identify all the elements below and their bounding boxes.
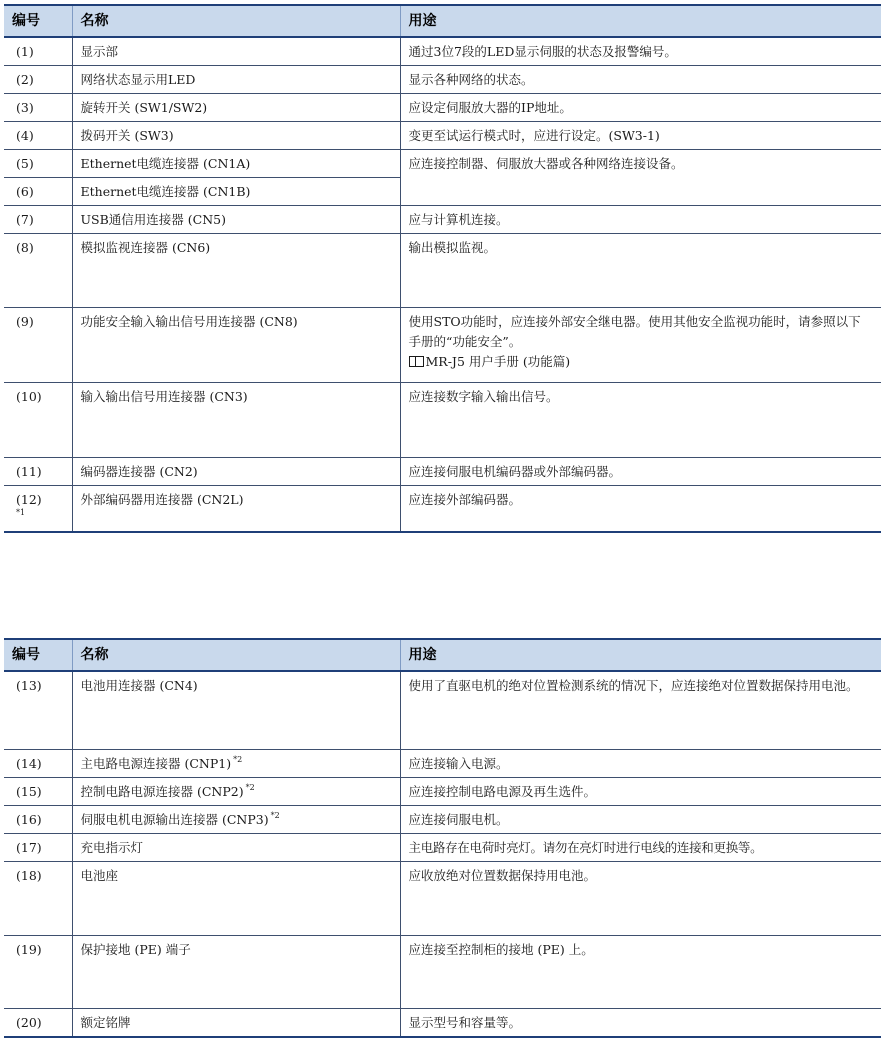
table-row: [4, 122, 881, 150]
table-row: [4, 234, 881, 308]
row-name: 外部编码器用连接器 (CN2L): [72, 486, 400, 532]
row-number: (6): [4, 178, 72, 206]
table-row: [4, 206, 881, 234]
row-use: 通过3位7段的LED显示伺服的状态及报警编号。: [400, 37, 881, 66]
parts-table-1: [4, 4, 881, 533]
row-number: (16): [4, 805, 72, 833]
row-name: Ethernet电缆连接器 (CN1A): [72, 150, 400, 178]
row-use: 应连接数字输入输出信号。: [400, 383, 881, 458]
footnote-mark: *1: [16, 508, 26, 517]
row-name: [72, 805, 400, 833]
footnote-mark: *2: [233, 755, 243, 765]
row-number-text: (12): [16, 492, 42, 507]
row-name: 功能安全输入输出信号用连接器 (CN8): [72, 308, 400, 383]
manual-book-icon: [409, 356, 424, 367]
table-row: [4, 861, 881, 935]
row-use: 应连接输入电源。: [400, 749, 881, 777]
table-row: [4, 1008, 881, 1037]
row-use: 应连接伺服电机编码器或外部编码器。: [400, 458, 881, 486]
row-name: USB通信用连接器 (CN5): [72, 206, 400, 234]
table-row: [4, 150, 881, 178]
row-name: [72, 777, 400, 805]
row-use: [400, 308, 881, 383]
row-number: (20): [4, 1008, 72, 1037]
row-number: (19): [4, 935, 72, 1008]
row-use: 输出模拟监视。: [400, 234, 881, 308]
manual-reference-title: MR-J5 用户手册 (功能篇): [425, 354, 571, 369]
manual-reference: [409, 352, 874, 372]
table-row: [4, 805, 881, 833]
row-use: 应连接至控制柜的接地 (PE) 上。: [400, 935, 881, 1008]
row-name-text: 控制电路电源连接器 (CNP2): [80, 783, 244, 799]
row-number: (1): [4, 37, 72, 66]
row-use: 显示型号和容量等。: [400, 1008, 881, 1037]
row-use: 应连接外部编码器。: [400, 486, 881, 532]
row-name: Ethernet电缆连接器 (CN1B): [72, 178, 400, 206]
row-name: 旋转开关 (SW1/SW2): [72, 94, 400, 122]
row-name: 电池座: [72, 861, 400, 935]
row-use: 应设定伺服放大器的IP地址。: [400, 94, 881, 122]
table-header-row: [4, 639, 881, 671]
row-number: (7): [4, 206, 72, 234]
row-use: 显示各种网络的状态。: [400, 66, 881, 94]
row-use: 应连接控制电路电源及再生选件。: [400, 777, 881, 805]
header-name: 名称: [72, 5, 400, 37]
row-use: 应连接控制器、伺服放大器或各种网络连接设备。: [400, 150, 881, 206]
row-use: 应连接伺服电机。: [400, 805, 881, 833]
table-row: [4, 66, 881, 94]
footnote-mark: *2: [245, 783, 255, 793]
row-number: (9): [4, 308, 72, 383]
row-number: [4, 486, 72, 532]
row-use: 使用了直驱电机的绝对位置检测系统的情况下，应连接绝对位置数据保持用电池。: [400, 671, 881, 749]
row-number: (8): [4, 234, 72, 308]
row-name: 拨码开关 (SW3): [72, 122, 400, 150]
row-number: (11): [4, 458, 72, 486]
row-name: 电池用连接器 (CN4): [72, 671, 400, 749]
table-row: [4, 308, 881, 383]
table-row: [4, 671, 881, 749]
row-use-text: 使用STO功能时，应连接外部安全继电器。使用其他安全监视功能时，请参照以下手册的“功能安全”。: [408, 314, 861, 349]
table-row: [4, 833, 881, 861]
header-no: 编号: [4, 639, 72, 671]
header-use: 用途: [400, 639, 881, 671]
footnote-mark: *2: [270, 811, 280, 821]
row-number: (14): [4, 749, 72, 777]
table-row: [4, 37, 881, 66]
row-name: 额定铭牌: [72, 1008, 400, 1037]
row-number: (4): [4, 122, 72, 150]
row-number: (5): [4, 150, 72, 178]
row-name: 显示部: [72, 37, 400, 66]
header-name: 名称: [72, 639, 400, 671]
row-number: (17): [4, 833, 72, 861]
row-name: 网络状态显示用LED: [72, 66, 400, 94]
row-name: 充电指示灯: [72, 833, 400, 861]
table-row: [4, 94, 881, 122]
table-row: [4, 777, 881, 805]
table-row: [4, 935, 881, 1008]
table-row: [4, 486, 881, 532]
row-use: 主电路存在电荷时亮灯。请勿在亮灯时进行电线的连接和更换等。: [400, 833, 881, 861]
row-number: (13): [4, 671, 72, 749]
parts-table-2: [4, 638, 881, 1038]
row-name: 输入输出信号用连接器 (CN3): [72, 383, 400, 458]
row-number: (2): [4, 66, 72, 94]
header-no: 编号: [4, 5, 72, 37]
row-name: 模拟监视连接器 (CN6): [72, 234, 400, 308]
row-number: (15): [4, 777, 72, 805]
header-use: 用途: [400, 5, 881, 37]
row-name: [72, 749, 400, 777]
row-use: 应与计算机连接。: [400, 206, 881, 234]
table-row: [4, 383, 881, 458]
table-row: [4, 749, 881, 777]
row-name: 编码器连接器 (CN2): [72, 458, 400, 486]
row-name-text: 伺服电机电源输出连接器 (CNP3): [80, 811, 269, 827]
row-use: 应收放绝对位置数据保持用电池。: [400, 861, 881, 935]
row-number: (18): [4, 861, 72, 935]
row-number: (10): [4, 383, 72, 458]
row-use: 变更至试运行模式时，应进行设定。(SW3-1): [400, 122, 881, 150]
row-name-text: 主电路电源连接器 (CNP1): [80, 755, 232, 771]
row-name: 保护接地 (PE) 端子: [72, 935, 400, 1008]
table-header-row: [4, 5, 881, 37]
table-row: [4, 458, 881, 486]
row-number: (3): [4, 94, 72, 122]
